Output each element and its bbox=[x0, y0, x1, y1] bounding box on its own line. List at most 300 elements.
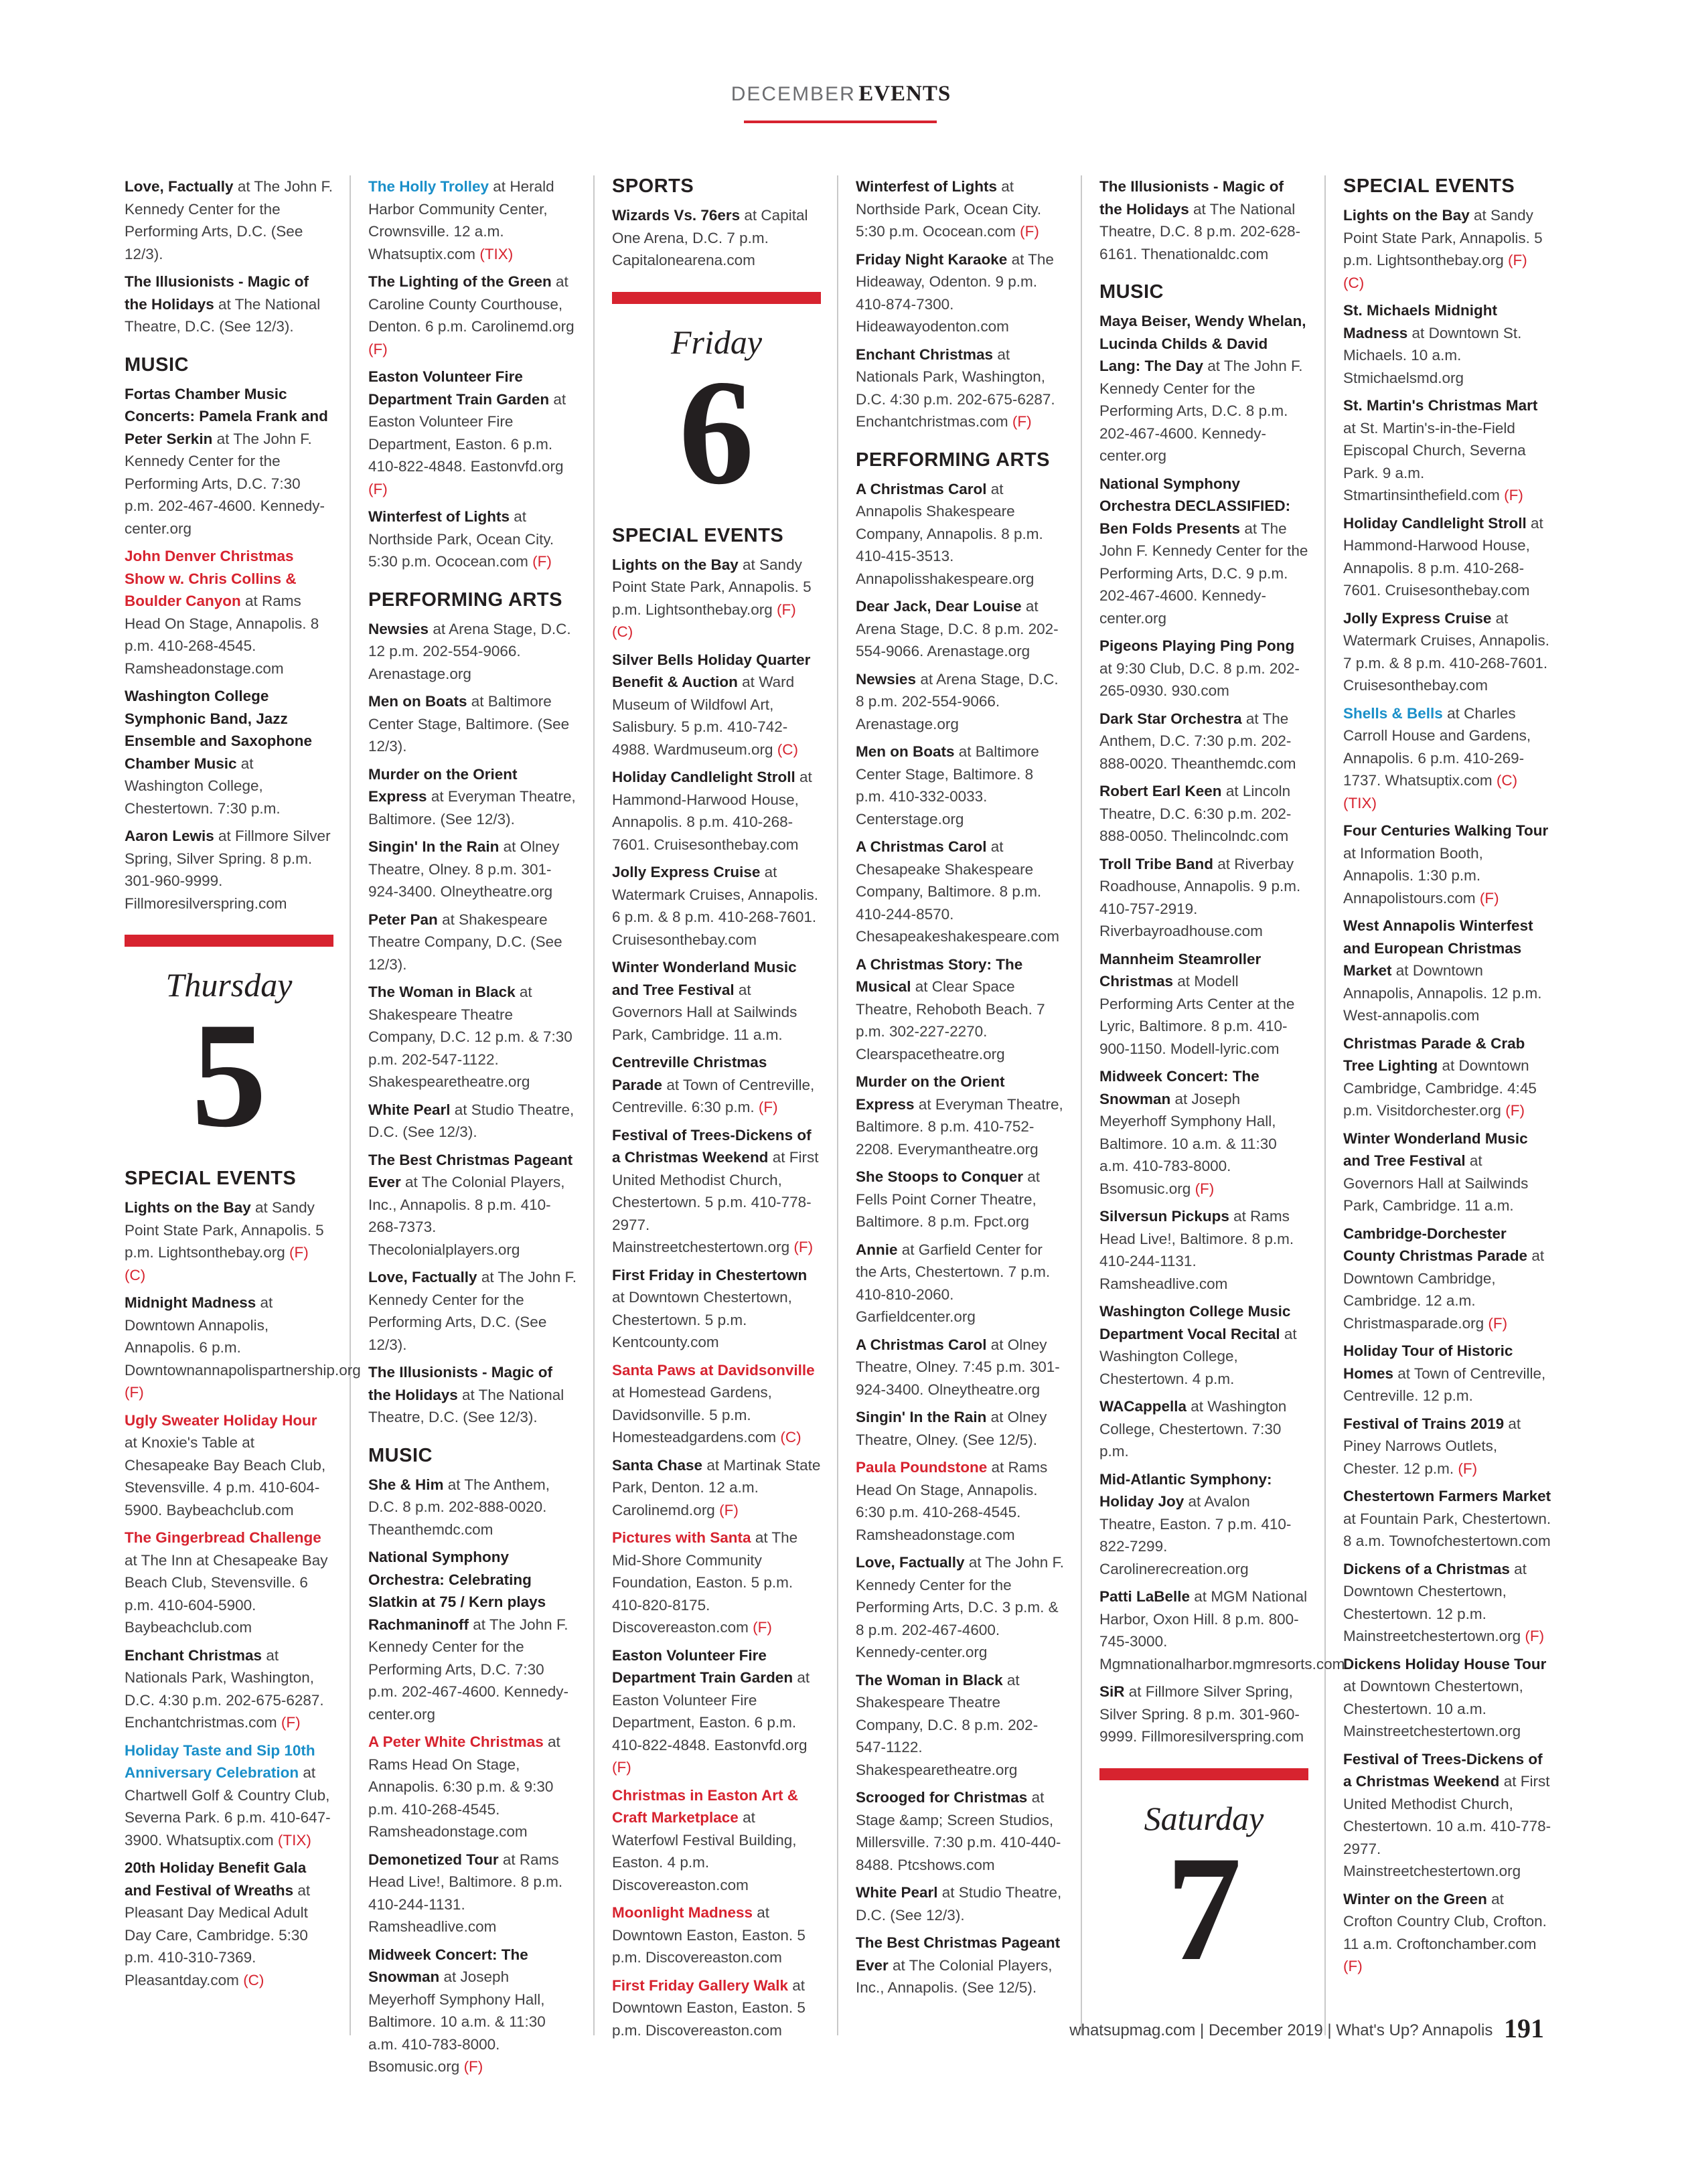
events-column-2 bbox=[368, 175, 577, 2084]
event-entry bbox=[1343, 1032, 1552, 1122]
event-details: at Olney Theatre, Olney. 8 p.m. 301-924-3400. Olneytheatre.org bbox=[368, 838, 560, 900]
event-title: Lights on the Bay bbox=[612, 556, 739, 573]
header-rule bbox=[744, 121, 937, 123]
event-entry bbox=[1343, 820, 1552, 909]
events-column-6 bbox=[1343, 175, 1552, 1983]
event-details: at Annapolis Shakespeare Company, Annapolis. 8 p.m. 410-415-3513. Annapolisshakespeare.org bbox=[856, 480, 1043, 587]
event-details: at Rams Head Live!, Baltimore. 8 p.m. 410-244-1131. Ramsheadlive.com bbox=[368, 1851, 563, 1935]
event-details: at Caroline County Courthouse, Denton. 6 p.m. Carolinemd.org bbox=[368, 273, 575, 335]
event-title: Wizards Vs. 76ers bbox=[612, 207, 741, 224]
event-entry bbox=[125, 1527, 333, 1639]
event-entry bbox=[612, 1901, 821, 1969]
event-tag: (F) bbox=[719, 1501, 739, 1518]
day-name: Friday bbox=[670, 323, 763, 361]
event-details: at Easton Volunteer Fire Department, Easton. 6 p.m. 410-822-4848. Eastonvfd.org bbox=[368, 390, 566, 475]
event-details: at Knoxie's Table at Chesapeake Bay Beach Club, Stevensville. 4 p.m. 410-604-5900. Baybeachclub.com bbox=[125, 1434, 326, 1518]
event-entry bbox=[856, 836, 1065, 948]
event-title: Fortas Chamber Music Concerts: Pamela Frank and Peter Serkin bbox=[125, 385, 328, 447]
event-title: The Woman in Black bbox=[856, 1671, 1003, 1689]
event-details: at Piney Narrows Outlets, Chester. 12 p.m. bbox=[1343, 1415, 1521, 1477]
event-entry bbox=[612, 554, 821, 643]
event-entry bbox=[1343, 512, 1552, 602]
event-details: at Herald Harbor Community Center, Crownsville. 12 a.m. Whatsuptix.com bbox=[368, 178, 554, 262]
event-tag: (F) bbox=[125, 1384, 144, 1401]
event-details: at Northside Park, Ocean City. 5:30 p.m. Ococean.com bbox=[856, 178, 1042, 240]
event-tag: (F) bbox=[1488, 1314, 1508, 1332]
event-details: at Downtown Chestertown, Chestertown. 5 p.m. Kentcounty.com bbox=[612, 1289, 792, 1350]
event-details: at Crofton Country Club, Crofton. 11 a.m. Croftonchamber.com bbox=[1343, 1890, 1547, 1952]
event-title: A Peter White Christmas bbox=[368, 1733, 544, 1750]
event-title: Holiday Tour of Historic Homes bbox=[1343, 1342, 1513, 1382]
event-entry bbox=[612, 766, 821, 856]
events-column-4 bbox=[856, 175, 1065, 2005]
event-entry bbox=[856, 668, 1065, 736]
event-details: at Rams Head On Stage, Annapolis. 6:30 p.m. 410-268-4545. Ramsheadonstage.com bbox=[856, 1459, 1048, 1543]
event-title: Four Centuries Walking Tour bbox=[1343, 822, 1549, 839]
event-entry bbox=[856, 1786, 1065, 1876]
event-title: Winter Wonderland Music and Tree Festival bbox=[612, 959, 797, 998]
event-tag: (F) (C) bbox=[1343, 252, 1527, 291]
event-tag: (F) bbox=[1525, 1628, 1545, 1644]
event-entry bbox=[856, 175, 1065, 243]
event-entry bbox=[368, 763, 577, 831]
event-details: at Sandy Point State Park, Annapolis. 5 p.m. Lightsonthebay.org bbox=[1343, 207, 1543, 268]
event-title: Maya Beiser, Wendy Whelan, Lucinda Childs & David Lang: The Day bbox=[1099, 313, 1306, 374]
event-details: at The John F. Kennedy Center for the Performing Arts, D.C. 3 p.m. & 8 p.m. 202-467-4600. Kennedy-center.org bbox=[856, 1554, 1064, 1660]
event-title: Dear Jack, Dear Louise bbox=[856, 598, 1022, 615]
event-details: at Sandy Point State Park, Annapolis. 5 p.m. Lightsonthebay.org bbox=[612, 556, 812, 618]
event-details: at Nationals Park, Washington, D.C. 4:30 p.m. 202-675-6287. Enchantchristmas.com bbox=[125, 1646, 324, 1731]
event-tag: (F) bbox=[1458, 1460, 1478, 1477]
event-title: St. Martin's Christmas Mart bbox=[1343, 397, 1538, 414]
event-entry bbox=[1343, 1558, 1552, 1648]
day-name: Thursday bbox=[165, 966, 293, 1004]
event-entry bbox=[1343, 394, 1552, 507]
event-details: at Fillmore Silver Spring, Silver Spring. 8 p.m. 301-960-9999. Fillmoresilverspring.com bbox=[125, 828, 331, 912]
event-entry bbox=[125, 1739, 333, 1852]
event-entry bbox=[368, 690, 577, 758]
event-entry bbox=[1343, 607, 1552, 697]
event-details: at Shakespeare Theatre Company, D.C. (See 12/3). bbox=[368, 911, 562, 973]
event-details: at The Inn at Chesapeake Bay Beach Club, Stevensville. 6 p.m. 410-604-5900. Baybeachclub.com bbox=[125, 1551, 328, 1636]
day-name: Saturday bbox=[1144, 1799, 1264, 1837]
event-details: at First United Methodist Church, Chestertown. 5 p.m. 410-778-2977. Mainstreetchestertown.org bbox=[612, 1149, 819, 1255]
event-title: Enchant Christmas bbox=[856, 345, 994, 363]
event-entry bbox=[368, 1149, 577, 1261]
event-details: at Baltimore Center Stage, Baltimore. 8 p.m. 410-332-0033. Centerstage.org bbox=[856, 743, 1039, 828]
event-entry bbox=[856, 1551, 1065, 1664]
event-details: at Washington College, Chestertown. 7:30 p.m. bbox=[1099, 1398, 1287, 1460]
event-title: White Pearl bbox=[856, 1884, 938, 1901]
event-title: Dickens Holiday House Tour bbox=[1343, 1655, 1547, 1672]
day-rule bbox=[1099, 1768, 1308, 1780]
event-entry bbox=[368, 366, 577, 500]
event-details: at Town of Centreville, Centreville. 6:30 p.m. bbox=[612, 1076, 815, 1115]
event-title: Jolly Express Cruise bbox=[612, 864, 761, 880]
event-entry bbox=[612, 861, 821, 951]
event-entry bbox=[125, 1292, 361, 1404]
event-entry bbox=[1099, 1585, 1345, 1675]
event-title: Ugly Sweater Holiday Hour bbox=[125, 1411, 317, 1429]
event-entry bbox=[612, 1784, 821, 1897]
event-tag: (TIX) bbox=[479, 245, 514, 262]
event-entry bbox=[1343, 1127, 1552, 1217]
event-details: at Chesapeake Shakespeare Company, Baltimore. 8 p.m. 410-244-8570. Chesapeakeshakespeare.com bbox=[856, 838, 1059, 945]
event-details: at Avalon Theatre, Easton. 7 p.m. 410-822-7299. Carolinerecreation.org bbox=[1099, 1493, 1292, 1577]
footer-text: whatsupmag.com | December 2019 | What's Up? Annapolis bbox=[1069, 2021, 1493, 2039]
events-column-3 bbox=[612, 175, 821, 2047]
event-title: Midweek Concert: The Snowman bbox=[368, 1946, 528, 1985]
event-entry bbox=[1343, 1485, 1552, 1553]
event-entry bbox=[856, 1334, 1065, 1401]
event-entry bbox=[612, 1124, 821, 1259]
event-title: Love, Factually bbox=[125, 178, 234, 195]
event-details: at Watermark Cruises, Annapolis. 6 p.m. & 8 p.m. 410-268-7601. Cruisesonthebay.com bbox=[612, 864, 819, 948]
event-entry bbox=[368, 1849, 577, 1938]
event-details: at The John F. Kennedy Center for the Performing Arts, D.C. (See 12/3). bbox=[368, 1269, 577, 1353]
event-entry bbox=[1099, 1395, 1308, 1463]
header-month: DECEMBER bbox=[731, 83, 856, 105]
event-details: at St. Martin's-in-the-Field Episcopal Church, Severna Park. 9 a.m. Stmartinsinthefield.com bbox=[1343, 419, 1526, 503]
event-tag: (C) bbox=[243, 1971, 264, 1988]
event-title: Christmas Parade & Crab Tree Lighting bbox=[1343, 1034, 1525, 1074]
event-entry bbox=[612, 1974, 821, 2042]
event-details: at 9:30 Club, D.C. 8 p.m. 202-265-0930. 930.com bbox=[1099, 659, 1300, 699]
event-details: at Nationals Park, Washington, D.C. 4:30 p.m. 202-675-6287. Enchantchristmas.com bbox=[856, 345, 1055, 430]
event-details: at Washington College, Chestertown. 4 p.m. bbox=[1099, 1325, 1297, 1387]
event-entry bbox=[125, 1409, 333, 1522]
event-entry bbox=[368, 981, 577, 1093]
event-title: Demonetized Tour bbox=[368, 1851, 499, 1868]
event-title: Festival of Trees-Dickens of a Christmas Weekend bbox=[612, 1126, 812, 1166]
event-entry bbox=[856, 1932, 1065, 1999]
event-title: Festival of Trains 2019 bbox=[1343, 1415, 1505, 1432]
event-entry bbox=[612, 1644, 821, 1779]
event-entry bbox=[856, 953, 1065, 1066]
event-tag: (F) bbox=[463, 2058, 483, 2075]
event-title: Murder on the Orient Express bbox=[368, 765, 518, 805]
event-entry bbox=[1099, 635, 1308, 702]
event-title: West Annapolis Winterfest and European Christmas Market bbox=[1343, 917, 1533, 979]
event-title: Silversun Pickups bbox=[1099, 1208, 1229, 1225]
event-title: The Woman in Black bbox=[368, 984, 516, 1000]
event-entry bbox=[856, 1456, 1065, 1546]
event-details: at Downtown St. Michaels. 10 a.m. Stmichaelsmd.org bbox=[1343, 324, 1522, 386]
event-title: The Lighting of the Green bbox=[368, 273, 552, 290]
event-entry bbox=[1343, 1413, 1552, 1480]
event-details: at Downtown Cambridge, Cambridge. 12 a.m. Christmasparade.org bbox=[1343, 1247, 1545, 1332]
event-title: Dark Star Orchestra bbox=[1099, 710, 1242, 727]
event-tag: (F) (C) bbox=[125, 1244, 309, 1283]
event-details: at Martinak State Park, Denton. 12 a.m. Carolinemd.org bbox=[612, 1456, 821, 1518]
event-title: Enchant Christmas bbox=[125, 1646, 262, 1664]
event-entry bbox=[612, 204, 821, 272]
event-details: at Fillmore Silver Spring, Silver Spring. 8 p.m. 301-960-9999. Fillmoresilverspring.com bbox=[1099, 1683, 1304, 1745]
day-header bbox=[1099, 1768, 1308, 1992]
event-details: at The Anthem, D.C. 7:30 p.m. 202-888-0020. Theanthemdc.com bbox=[1099, 710, 1296, 772]
event-title: The Best Christmas Pageant Ever bbox=[368, 1151, 573, 1190]
event-title: The Illusionists - Magic of the Holidays bbox=[368, 1364, 553, 1403]
event-title: Moonlight Madness bbox=[612, 1904, 753, 1921]
event-details: at Arena Stage, D.C. 12 p.m. 202-554-9066. Arenastage.org bbox=[368, 620, 571, 682]
page-number: 191 bbox=[1504, 2013, 1544, 2043]
event-title: Santa Chase bbox=[612, 1456, 703, 1474]
event-entry bbox=[1343, 204, 1552, 294]
event-entry bbox=[1099, 1205, 1308, 1295]
event-tag: (C) bbox=[780, 1429, 801, 1446]
event-entry bbox=[1343, 1223, 1552, 1335]
event-details: at Waterfowl Festival Building, Easton. 4 p.m. Discovereaston.com bbox=[612, 1809, 797, 1893]
event-entry bbox=[1343, 1653, 1552, 1743]
event-title: Paula Poundstone bbox=[856, 1459, 988, 1476]
event-tag: (F) bbox=[758, 1099, 778, 1115]
event-details: at The Mid-Shore Community Foundation, Easton. 5 p.m. 410-820-8175. Discovereaston.com bbox=[612, 1529, 798, 1636]
event-details: at Downtown Chestertown, Chestertown. 10 a.m. Mainstreetchestertown.org bbox=[1343, 1678, 1523, 1739]
event-entry bbox=[368, 1266, 577, 1356]
event-title: Pictures with Santa bbox=[612, 1529, 751, 1546]
event-entry bbox=[368, 909, 577, 976]
event-details: at Governors Hall at Sailwinds Park, Cambridge. 11 a.m. bbox=[612, 981, 797, 1043]
section-heading: SPECIAL EVENTS bbox=[125, 1168, 297, 1189]
event-details: at Stage &amp; Screen Studios, Millersville. 7:30 p.m. 410-440-8488. Ptcshows.com bbox=[856, 1789, 1061, 1873]
event-details: at The John F. Kennedy Center for the Performing Arts, D.C. 7:30 p.m. 202-467-4600. Kennedy-center.org bbox=[368, 1616, 568, 1723]
event-title: Midweek Concert: The Snowman bbox=[1099, 1068, 1259, 1107]
event-title: Washington College Music Department Vocal Recital bbox=[1099, 1303, 1291, 1342]
event-details: at Downtown Chestertown, Chestertown. 12 p.m. Mainstreetchestertown.org bbox=[1343, 1560, 1527, 1644]
event-entry bbox=[125, 685, 333, 820]
event-title: Mannheim Steamroller Christmas bbox=[1099, 950, 1262, 990]
event-tag: (F) bbox=[1343, 1958, 1363, 1974]
event-entry bbox=[368, 505, 577, 573]
event-details: at Downtown Easton, Easton. 5 p.m. Discovereaston.com bbox=[612, 1904, 806, 1966]
event-details: at The Colonial Players, Inc., Annapolis. 8 p.m. 410-268-7373. Thecolonialplayers.org bbox=[368, 1174, 565, 1258]
event-details: at Everyman Theatre, Baltimore. (See 12/3). bbox=[368, 788, 576, 828]
event-details: at Arena Stage, D.C. 8 p.m. 202-554-9066. Arenastage.org bbox=[856, 670, 1059, 732]
event-entry bbox=[612, 956, 821, 1046]
day-number: 5 bbox=[191, 991, 267, 1158]
event-details: at Ward Museum of Wildfowl Art, Salisbury. 5 p.m. 410-742-4988. Wardmuseum.org bbox=[612, 674, 795, 758]
event-entry bbox=[856, 1239, 1065, 1328]
event-entry bbox=[368, 1731, 577, 1843]
event-details: at Rams Head On Stage, Annapolis. 8 p.m. 410-268-4545. Ramsheadonstage.com bbox=[125, 593, 319, 677]
event-title: A Christmas Carol bbox=[856, 1336, 987, 1353]
event-entry bbox=[1343, 299, 1552, 389]
event-entry bbox=[1099, 175, 1308, 265]
event-tag: (F) bbox=[532, 553, 552, 570]
event-title: Easton Volunteer Fire Department Train Garden bbox=[368, 368, 550, 408]
event-title: A Christmas Carol bbox=[856, 480, 987, 497]
event-entry bbox=[368, 1474, 577, 1541]
header-section: EVENTS bbox=[858, 82, 951, 106]
event-entry bbox=[1099, 310, 1308, 467]
event-title: Friday Night Karaoke bbox=[856, 250, 1008, 268]
column-divider bbox=[593, 175, 595, 2035]
event-entry bbox=[612, 1264, 821, 1354]
column-divider bbox=[837, 175, 838, 2035]
section-heading: PERFORMING ARTS bbox=[368, 589, 562, 611]
section-heading: PERFORMING ARTS bbox=[856, 449, 1050, 471]
column-divider bbox=[350, 175, 351, 2035]
event-details: at Shakespeare Theatre Company, D.C. 12 p.m. & 7:30 p.m. 202-547-1122. Shakespearetheatre.org bbox=[368, 984, 572, 1090]
section-heading: MUSIC bbox=[1099, 281, 1164, 303]
event-entry bbox=[368, 1944, 577, 2078]
event-title: Washington College Symphonic Band, Jazz Ensemble and Saxophone Chamber Music bbox=[125, 688, 313, 772]
event-title: Mid-Atlantic Symphony: Holiday Joy bbox=[1099, 1470, 1272, 1510]
event-details: at Olney Theatre, Olney. (See 12/5). bbox=[856, 1409, 1047, 1448]
page-footer bbox=[1069, 2013, 1544, 2044]
event-title: She & Him bbox=[368, 1476, 444, 1493]
event-details: at Studio Theatre, D.C. (See 12/3). bbox=[856, 1884, 1062, 1924]
event-title: National Symphony Orchestra DECLASSIFIED: Ben Folds Presents bbox=[1099, 475, 1291, 537]
event-details: at Arena Stage, D.C. 8 p.m. 202-554-9066. Arenastage.org bbox=[856, 598, 1059, 659]
event-entry bbox=[1099, 1681, 1308, 1748]
event-details: at Downtown Cambridge, Cambridge. 4:45 p.m. Visitdorchester.org bbox=[1343, 1057, 1537, 1119]
event-entry bbox=[1099, 708, 1308, 775]
event-details: at Clear Space Theatre, Rehoboth Beach. 7 p.m. 302-227-2270. Clearspacetheatre.org bbox=[856, 978, 1045, 1063]
event-tag: (F) bbox=[1020, 223, 1039, 240]
event-title: A Christmas Carol bbox=[856, 838, 987, 855]
event-details: at Fountain Park, Chestertown. 8 a.m. Townofchestertown.com bbox=[1343, 1510, 1551, 1549]
event-details: at The Anthem, D.C. 8 p.m. 202-888-0020. Theanthemdc.com bbox=[368, 1476, 550, 1538]
event-details: at Hammond-Harwood House, Annapolis. 8 p.m. 410-268-7601. Cruisesonthebay.com bbox=[612, 769, 812, 853]
event-tag: (F) bbox=[1479, 889, 1499, 907]
event-details: at Information Booth, Annapolis. 1:30 p.m. Annapolistours.com bbox=[1343, 844, 1483, 907]
event-entry bbox=[856, 248, 1065, 338]
event-title: Annie bbox=[856, 1241, 898, 1258]
event-title: Centreville Christmas Parade bbox=[612, 1054, 767, 1093]
column-divider bbox=[1324, 175, 1326, 2035]
event-entry bbox=[1099, 1468, 1308, 1581]
event-tag: (C) bbox=[777, 740, 799, 758]
event-entry bbox=[612, 1527, 821, 1639]
event-title: Holiday Candlelight Stroll bbox=[612, 769, 795, 785]
event-title: Easton Volunteer Fire Department Train Garden bbox=[612, 1646, 793, 1686]
event-title: White Pearl bbox=[368, 1101, 451, 1118]
event-details: at The National Theatre, D.C. 8 p.m. 202-628-6161. Thenationaldc.com bbox=[1099, 200, 1301, 262]
event-details: at Chartwell Golf & Country Club, Severna Park. 6 p.m. 410-647-3900. Whatsuptix.com bbox=[125, 1764, 331, 1849]
section-heading: SPECIAL EVENTS bbox=[1343, 175, 1515, 197]
event-title: First Friday in Chestertown bbox=[612, 1266, 808, 1283]
event-title: Newsies bbox=[368, 620, 429, 637]
event-entry bbox=[368, 618, 577, 686]
event-title: A Christmas Story: The Musical bbox=[856, 955, 1023, 995]
event-title: Men on Boats bbox=[368, 693, 467, 710]
event-entry bbox=[1343, 915, 1552, 1027]
event-entry bbox=[125, 1857, 333, 1991]
event-title: Chestertown Farmers Market bbox=[1343, 1488, 1551, 1504]
event-title: Dickens of a Christmas bbox=[1343, 1560, 1510, 1577]
event-details: at Fells Point Corner Theatre, Baltimore. 8 p.m. Fpct.org bbox=[856, 1168, 1041, 1230]
day-number: 7 bbox=[1166, 1824, 1242, 1992]
page-header bbox=[0, 82, 1682, 106]
event-title: John Denver Christmas Show w. Chris Collins & Boulder Canyon bbox=[125, 548, 297, 609]
events-column-1 bbox=[125, 175, 361, 1997]
event-title: Festival of Trees-Dickens of a Christmas Weekend bbox=[1343, 1750, 1543, 1790]
event-title: The Gingerbread Challenge bbox=[125, 1529, 321, 1546]
event-entry bbox=[856, 595, 1065, 663]
event-tag: (F) (C) bbox=[612, 601, 796, 640]
event-entry bbox=[612, 1359, 821, 1449]
event-title: SiR bbox=[1099, 1683, 1125, 1700]
event-title: Winterfest of Lights bbox=[856, 178, 998, 195]
event-tag: (F) bbox=[1012, 413, 1032, 430]
event-title: Pigeons Playing Ping Pong bbox=[1099, 637, 1295, 654]
event-details: at The John F. Kennedy Center for the Performing Arts, D.C. 9 p.m. 202-467-4600. Kennedy-center.org bbox=[1099, 520, 1308, 627]
event-entry bbox=[856, 740, 1065, 830]
event-details: at The John F. Kennedy Center for the Performing Arts, D.C. (See 12/3). bbox=[125, 178, 333, 262]
event-entry bbox=[368, 1099, 577, 1144]
event-title: Christmas in Easton Art & Craft Marketplace bbox=[612, 1786, 798, 1826]
event-entry bbox=[125, 270, 333, 338]
event-details: at The John F. Kennedy Center for the Performing Arts, D.C. 8 p.m. 202-467-4600. Kennedy-center.org bbox=[1099, 358, 1303, 464]
event-details: at Northside Park, Ocean City. 5:30 p.m. Ococean.com bbox=[368, 508, 554, 570]
event-title: Love, Factually bbox=[368, 1269, 477, 1285]
event-entry bbox=[1099, 780, 1308, 848]
section-heading: SPECIAL EVENTS bbox=[612, 524, 784, 546]
event-title: 20th Holiday Benefit Gala and Festival of Wreaths bbox=[125, 1859, 307, 1899]
event-details: at Downtown Annapolis, Annapolis. 12 p.m. West-annapolis.com bbox=[1343, 962, 1542, 1024]
event-details: at Rams Head Live!, Baltimore. 8 p.m. 410-244-1131. Ramsheadlive.com bbox=[1099, 1208, 1294, 1292]
event-title: Troll Tribe Band bbox=[1099, 855, 1214, 872]
event-details: at Shakespeare Theatre Company, D.C. 8 p.m. 202-547-1122. Shakespearetheatre.org bbox=[856, 1671, 1039, 1778]
event-title: The Holly Trolley bbox=[368, 178, 489, 195]
event-title: Santa Paws at Davidsonville bbox=[612, 1361, 815, 1379]
event-title: The Illusionists - Magic of the Holidays bbox=[1099, 178, 1284, 218]
event-title: The Illusionists - Magic of the Holidays bbox=[125, 273, 309, 313]
day-header bbox=[125, 935, 333, 1158]
event-details: at Downtown Annapolis, Annapolis. 6 p.m. Downtownannapolispartnership.org bbox=[125, 1294, 361, 1379]
event-title: Winterfest of Lights bbox=[368, 508, 510, 525]
event-tag: (F) bbox=[753, 1619, 772, 1636]
event-title: Holiday Taste and Sip 10th Anniversary Celebration bbox=[125, 1741, 315, 1781]
event-entry bbox=[856, 1406, 1065, 1451]
column-divider bbox=[1081, 175, 1082, 2035]
event-entry bbox=[125, 1196, 333, 1286]
section-heading: SPORTS bbox=[612, 175, 694, 197]
event-title: Midnight Madness bbox=[125, 1294, 256, 1311]
event-entry bbox=[368, 175, 577, 265]
event-title: Winter on the Green bbox=[1343, 1890, 1487, 1907]
event-tag: (F) bbox=[612, 1759, 631, 1776]
event-entry bbox=[125, 175, 333, 265]
event-tag: (F) bbox=[368, 340, 388, 358]
day-number: 6 bbox=[678, 347, 755, 516]
event-title: Shells & Bells bbox=[1343, 704, 1443, 722]
event-entry bbox=[368, 836, 577, 903]
event-entry bbox=[368, 1546, 577, 1725]
event-entry bbox=[856, 1071, 1065, 1160]
event-details: at The Colonial Players, Inc., Annapolis. (See 12/5). bbox=[856, 1956, 1053, 1996]
event-title: Love, Factually bbox=[856, 1554, 965, 1571]
event-title: St. Michaels Midnight Madness bbox=[1343, 302, 1498, 341]
event-title: Peter Pan bbox=[368, 911, 438, 928]
event-title: First Friday Gallery Walk bbox=[612, 1976, 789, 1994]
event-tag: (TIX) bbox=[277, 1831, 311, 1849]
event-title: Jolly Express Cruise bbox=[1343, 609, 1492, 627]
event-entry bbox=[1343, 1340, 1552, 1407]
event-entry bbox=[1099, 948, 1308, 1061]
event-title: WACappella bbox=[1099, 1398, 1187, 1415]
event-entry bbox=[612, 649, 821, 761]
event-details: at Baltimore Center Stage, Baltimore. (See 12/3). bbox=[368, 693, 570, 755]
event-details: at Everyman Theatre, Baltimore. 8 p.m. 410-752-2208. Everymantheatre.org bbox=[856, 1095, 1063, 1158]
event-details: at Watermark Cruises, Annapolis. 7 p.m. & 8 p.m. 410-268-7601. Cruisesonthebay.com bbox=[1343, 609, 1550, 694]
event-entry bbox=[856, 478, 1065, 591]
event-title: Lights on the Bay bbox=[1343, 207, 1470, 224]
event-title: Holiday Candlelight Stroll bbox=[1343, 514, 1527, 532]
event-details: at Lincoln Theatre, D.C. 6:30 p.m. 202-888-0050. Thelincolndc.com bbox=[1099, 783, 1292, 844]
event-details: at First United Methodist Church, Chestertown. 10 a.m. 410-778-2977. Mainstreetchestertown.org bbox=[1343, 1773, 1551, 1879]
